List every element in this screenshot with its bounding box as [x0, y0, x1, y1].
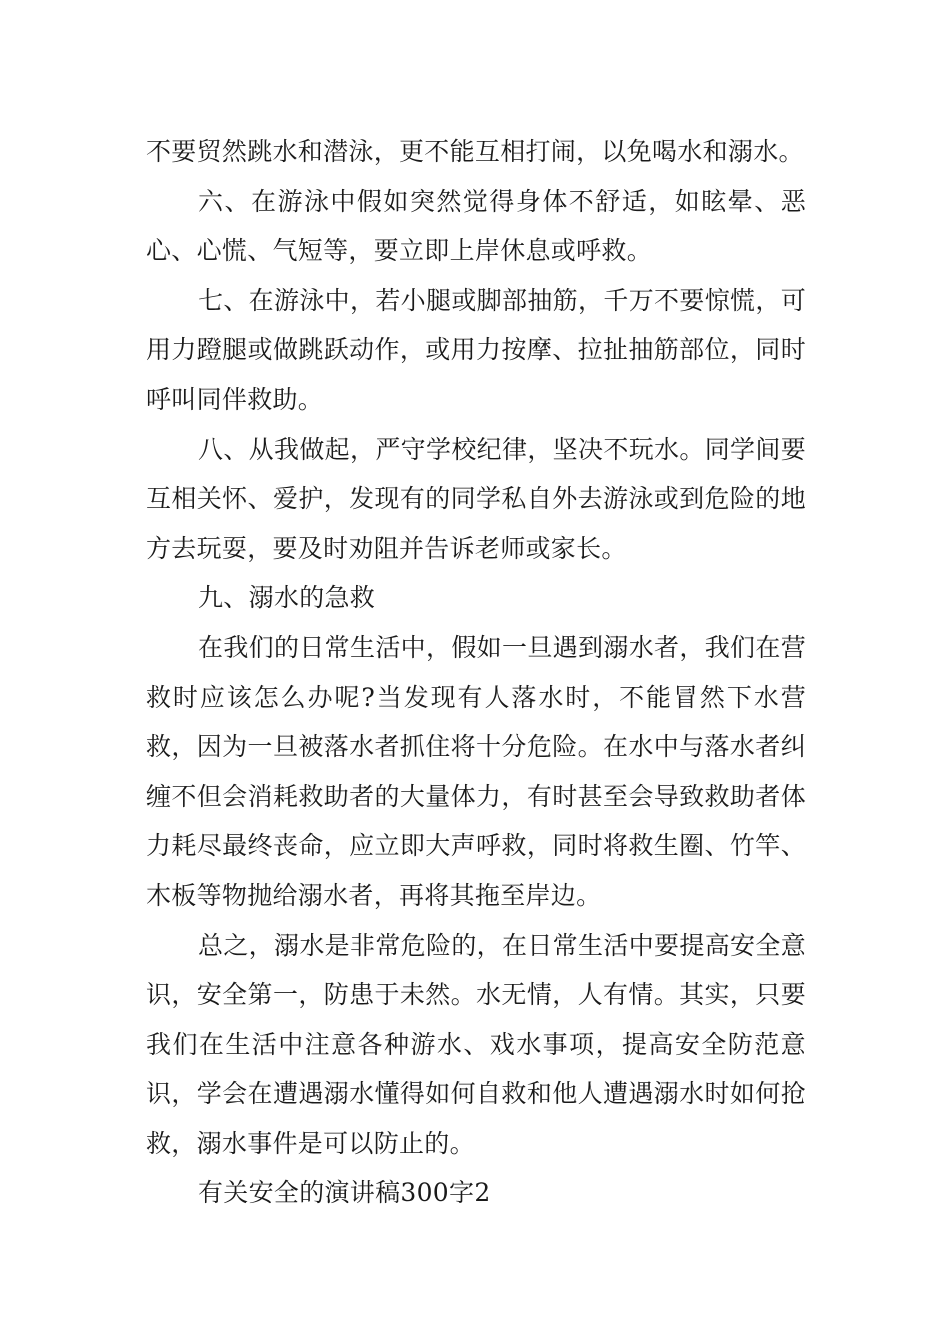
paragraph-conclusion: 总之，溺水是非常危险的，在日常生活中要提高安全意识，安全第一，防患于未然。水无情，人有情。其实，只要我们在生活中注意各种游水、戏水事项，提高安全防范意识，学会在遭遇溺水懂得如何自救和他人遭遇溺水时如何抢救，溺水事件是可以防止的。	[146, 930, 806, 1158]
paragraph-item-six: 六、在游泳中假如突然觉得身体不舒适，如眩晕、恶心、心慌、气短等，要立即上岸休息或呼救。	[146, 186, 806, 266]
paragraph-item-seven: 七、在游泳中，若小腿或脚部抽筋，千万不要惊慌，可用力蹬腿或做跳跃动作，或用力按摩、拉扯抽筋部位，同时呼叫同伴救助。	[146, 285, 806, 414]
section-title: 有关安全的演讲稿300字2	[198, 1178, 491, 1208]
paragraph-rescue: 在我们的日常生活中，假如一旦遇到溺水者，我们在营救时应该怎么办呢?当发现有人落水时，不能冒然下水营救，因为一旦被落水者抓住将十分危险。在水中与落水者纠缠不但会消耗救助者的大量体力，有时甚至会导致救助者体力耗尽最终丧命，应立即大声呼救，同时将救生圈、竹竿、木板等物抛给溺水者，再将其拖至岸边。	[146, 632, 806, 910]
paragraph-item-eight: 八、从我做起，严守学校纪律，坚决不玩水。同学间要互相关怀、爱护，发现有的同学私自外去游泳或到危险的地方去玩耍，要及时劝阻并告诉老师或家长。	[146, 434, 806, 563]
document-body	[146, 127, 806, 1218]
paragraph-item-nine-heading: 九、溺水的急救	[198, 583, 376, 613]
paragraph-continuation: 不要贸然跳水和潜泳，更不能互相打闹，以免喝水和溺水。	[146, 137, 804, 166]
